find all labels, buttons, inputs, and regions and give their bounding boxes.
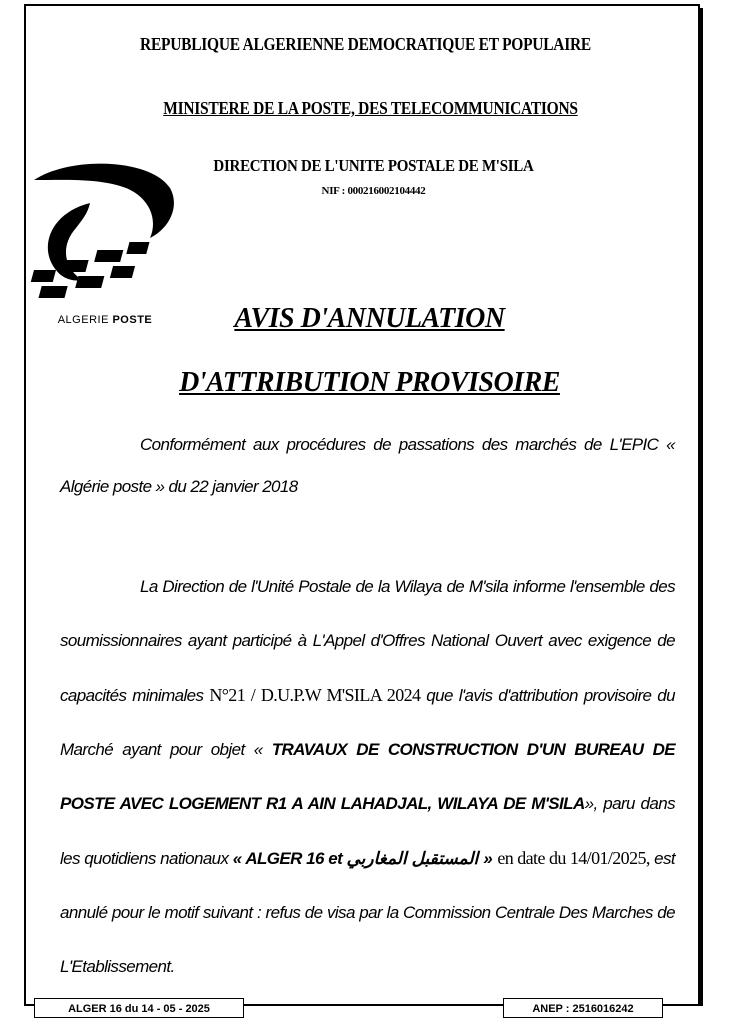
tender-reference: N°21 / D.U.P.W M'SILA 2024: [209, 685, 421, 705]
header-direction: DIRECTION DE L'UNITE POSTALE DE M'SILA: [213, 156, 534, 175]
header-nif: NIF : 000216002104442: [321, 185, 426, 197]
header-ministry: MINISTERE DE LA POSTE, DES TELECOMMUNICATIONS: [163, 98, 578, 118]
newspapers: « ALGER 16 et المستقبل المغاربي »: [232, 849, 493, 868]
tender-object: TRAVAUX DE CONSTRUCTION D'UN BUREAU DE POSTE AVEC LOGEMENT R1 A AIN LAHADJAL, WILAYA DE M'SILA: [60, 740, 675, 813]
footer-publication-label: ALGER 16 du 14 - 05 - 2025: [34, 998, 244, 1018]
paragraph-notice: La Direction de l'Unité Postale de la Wilaya de M'sila informe l'ensemble des soumissionnaires ayant participé à L'Appel d'Offres National Ouvert avec exigence de capacités minimales N°21 / D.U.P.W M'SILA 2024 que l'avis d'attribution provisoire du Marché ayant pour objet « TRAVAUX DE CONSTRUCTION D'UN BUREAU DE POSTE AVEC LOGEMENT R1 A AIN LAHADJAL, WILAYA DE M'SILA», paru dans les quotidiens nationaux « ALGER 16 et المستقبل المغاربي » en date du 14/01/2025, est annulé pour le motif suivant : refus de visa par la Commission Centrale Des Marches de L'Etablissement.: [60, 577, 675, 976]
footer-anep-label: ANEP : 2516016242: [503, 998, 663, 1018]
paragraph-reference: Conformément aux procédures de passations des marchés de L'EPIC « Algérie poste » du 22 janvier 2018: [60, 435, 675, 496]
logo-caption: ALGERIE POSTE: [57, 314, 153, 326]
notice-title-line2: D'ATTRIBUTION PROVISOIRE: [179, 367, 560, 398]
notice-title-line1: AVIS D'ANNULATION: [234, 303, 505, 334]
algerie-poste-emblem-icon: [30, 158, 180, 308]
header-republic: REPUBLIQUE ALGERIENNE DEMOCRATIQUE ET POPULAIRE: [140, 34, 591, 54]
publication-date: en date du 14/01/2025,: [492, 848, 650, 868]
